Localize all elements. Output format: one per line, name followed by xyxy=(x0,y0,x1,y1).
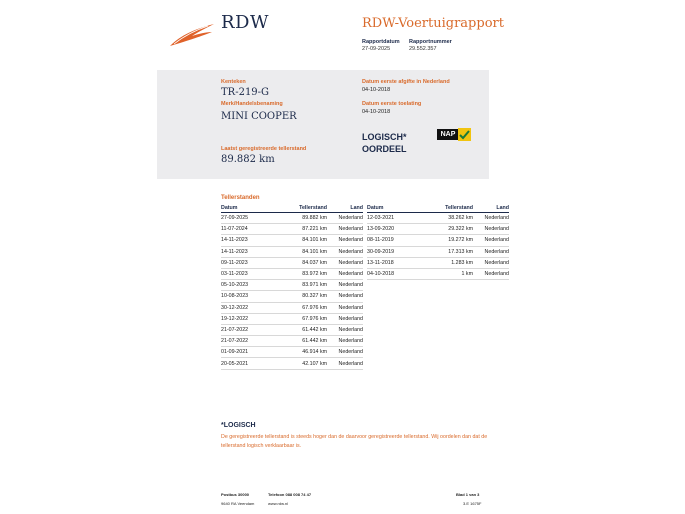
rapportdatum-label: Rapportdatum xyxy=(362,39,400,45)
footer-telefoon: Telefoon 088 008 74 47 xyxy=(268,492,312,497)
cell-land: Nederland xyxy=(327,324,363,335)
table-row xyxy=(221,224,363,235)
table-row xyxy=(221,213,363,224)
cell-land: Nederland xyxy=(473,224,509,235)
datum-eerste-toelating-label: Datum eerste toelating xyxy=(362,101,422,107)
cell-land: Nederland xyxy=(327,268,363,279)
cell-datum: 04-10-2018 xyxy=(367,268,415,279)
cell-land: Nederland xyxy=(473,257,509,268)
cell-datum: 05-10-2023 xyxy=(221,280,269,291)
tellerstand-value: 89.882 km xyxy=(221,154,275,165)
logo-text: RDW xyxy=(221,12,269,33)
footnote-text: De geregistreerde tellerstand is steeds hoger dan de daarvoor geregistreerde tellerstand. Wij oordelen dan dat de tellerstand logisch verklaarbaar is. xyxy=(221,434,488,449)
table-row xyxy=(221,280,363,291)
cell-datum: 14-11-2023 xyxy=(221,246,269,257)
col-datum: Datum xyxy=(367,203,415,213)
kenteken-value: TR-219-G xyxy=(221,87,270,98)
cell-datum: 10-08-2023 xyxy=(221,291,269,302)
footer-address: 9640 RA Veendam xyxy=(221,501,255,506)
table-row xyxy=(221,302,363,313)
cell-land: Nederland xyxy=(473,235,509,246)
cell-tellerstand: 84.037 km xyxy=(269,257,327,268)
cell-tellerstand: 17.313 km xyxy=(415,246,473,257)
cell-tellerstand: 84.101 km xyxy=(269,235,327,246)
rdw-logo-mark-icon xyxy=(168,20,216,48)
col-tellerstand: Tellerstand xyxy=(415,203,473,213)
datum-eerste-toelating-value: 04-10-2018 xyxy=(362,109,391,115)
cell-tellerstand: 80.327 km xyxy=(269,291,327,302)
cell-tellerstand: 84.101 km xyxy=(269,246,327,257)
cell-land: Nederland xyxy=(327,291,363,302)
datum-eerste-afgifte-value: 04-10-2018 xyxy=(362,87,391,93)
col-land: Land xyxy=(473,203,509,213)
cell-land: Nederland xyxy=(473,268,509,279)
cell-datum: 01-09-2021 xyxy=(221,347,269,358)
cell-land: Nederland xyxy=(327,336,363,347)
check-icon xyxy=(458,128,471,141)
footer-page: Blad 1 van 3 xyxy=(456,492,480,497)
tellerstanden-table-left xyxy=(221,203,363,370)
tellerstand-label: Laatst geregistreerde tellerstand xyxy=(221,146,307,152)
col-tellerstand: Tellerstand xyxy=(269,203,327,213)
cell-datum: 27-09-2025 xyxy=(221,213,269,224)
cell-land: Nederland xyxy=(327,347,363,358)
nap-badge xyxy=(437,128,471,142)
summary-panel xyxy=(157,70,489,179)
cell-datum: 12-03-2021 xyxy=(367,213,415,224)
cell-datum: 08-11-2019 xyxy=(367,235,415,246)
tellerstanden-title: Tellerstanden xyxy=(221,195,260,201)
cell-datum: 14-11-2023 xyxy=(221,235,269,246)
tellerstanden-table-right xyxy=(367,203,509,280)
cell-tellerstand: 46.914 km xyxy=(269,347,327,358)
merk-label: Merk/Handelsbenaming xyxy=(221,101,283,107)
cell-land: Nederland xyxy=(327,246,363,257)
oordeel-line1: LOGISCH* xyxy=(362,132,407,142)
kenteken-label: Kenteken xyxy=(221,79,246,85)
cell-datum: 20-05-2021 xyxy=(221,358,269,369)
cell-datum: 21-07-2022 xyxy=(221,324,269,335)
table-row xyxy=(221,324,363,335)
nap-text: NAP xyxy=(437,129,459,140)
cell-tellerstand: 67.976 km xyxy=(269,313,327,324)
rapportdatum-value: 27-09-2025 xyxy=(362,46,391,52)
cell-tellerstand: 29.322 km xyxy=(415,224,473,235)
cell-land: Nederland xyxy=(327,358,363,369)
table-row xyxy=(221,246,363,257)
cell-tellerstand: 61.442 km xyxy=(269,324,327,335)
table-row xyxy=(221,358,363,369)
table-row xyxy=(221,257,363,268)
merk-value: MINI COOPER xyxy=(221,111,297,122)
table-row xyxy=(367,268,509,279)
cell-datum: 03-11-2023 xyxy=(221,268,269,279)
report-title: RDW-Voertuigrapport xyxy=(362,16,504,31)
cell-tellerstand: 83.972 km xyxy=(269,268,327,279)
cell-tellerstand: 67.976 km xyxy=(269,302,327,313)
cell-datum: 19-12-2022 xyxy=(221,313,269,324)
cell-tellerstand: 19.272 km xyxy=(415,235,473,246)
footer-postbus: Postbus 30000 xyxy=(221,492,250,497)
cell-land: Nederland xyxy=(327,257,363,268)
cell-land: Nederland xyxy=(473,213,509,224)
footnote-title: *LOGISCH xyxy=(221,422,256,429)
cell-tellerstand: 61.442 km xyxy=(269,336,327,347)
col-datum: Datum xyxy=(221,203,269,213)
cell-datum: 21-07-2022 xyxy=(221,336,269,347)
table-row xyxy=(221,235,363,246)
table-row xyxy=(367,235,509,246)
table-row xyxy=(221,268,363,279)
table-row xyxy=(367,224,509,235)
cell-tellerstand: 83.971 km xyxy=(269,280,327,291)
cell-land: Nederland xyxy=(327,224,363,235)
cell-land: Nederland xyxy=(327,280,363,291)
rapportnummer-label: Rapportnummer xyxy=(409,39,452,45)
cell-tellerstand: 38.262 km xyxy=(415,213,473,224)
cell-land: Nederland xyxy=(327,313,363,324)
cell-land: Nederland xyxy=(327,213,363,224)
cell-tellerstand: 42.107 km xyxy=(269,358,327,369)
cell-land: Nederland xyxy=(327,302,363,313)
cell-datum: 30-12-2022 xyxy=(221,302,269,313)
col-land: Land xyxy=(327,203,363,213)
cell-tellerstand: 1 km xyxy=(415,268,473,279)
cell-datum: 13-09-2020 xyxy=(367,224,415,235)
cell-datum: 13-11-2018 xyxy=(367,257,415,268)
table-row xyxy=(367,246,509,257)
cell-datum: 09-11-2023 xyxy=(221,257,269,268)
cell-land: Nederland xyxy=(473,246,509,257)
table-header-row xyxy=(221,203,363,213)
footer-code: 3.E 1675F xyxy=(463,501,482,506)
table-row xyxy=(367,257,509,268)
rapportnummer-value: 29.552.357 xyxy=(409,46,437,52)
table-row xyxy=(221,291,363,302)
table-row xyxy=(221,313,363,324)
cell-tellerstand: 89.882 km xyxy=(269,213,327,224)
oordeel-line2: OORDEEL xyxy=(362,144,407,154)
table-row xyxy=(221,347,363,358)
table-header-row xyxy=(367,203,509,213)
table-row xyxy=(221,336,363,347)
cell-land: Nederland xyxy=(327,235,363,246)
cell-tellerstand: 87.221 km xyxy=(269,224,327,235)
oordeel-block xyxy=(362,131,407,155)
table-row xyxy=(367,213,509,224)
cell-tellerstand: 1.283 km xyxy=(415,257,473,268)
cell-datum: 11-07-2024 xyxy=(221,224,269,235)
datum-eerste-afgifte-label: Datum eerste afgifte in Nederland xyxy=(362,79,450,85)
cell-datum: 30-09-2019 xyxy=(367,246,415,257)
footer-website[interactable]: www.rdw.nl xyxy=(268,501,289,506)
